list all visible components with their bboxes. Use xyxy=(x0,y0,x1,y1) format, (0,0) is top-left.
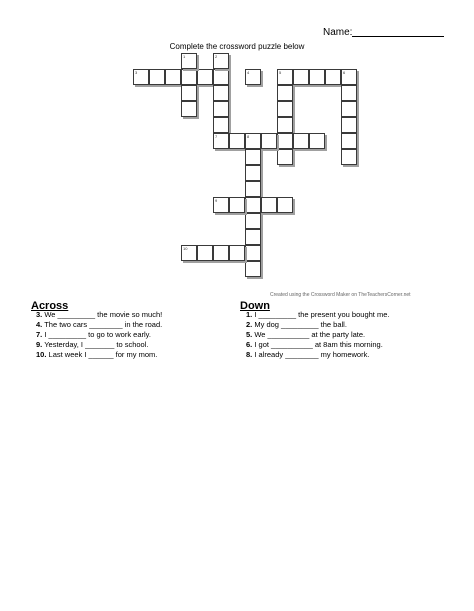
cell-number: 3 xyxy=(135,70,138,75)
grid-cell[interactable] xyxy=(341,85,357,101)
grid-cell[interactable] xyxy=(277,101,293,117)
grid-cell[interactable] xyxy=(341,69,357,85)
cell-number: 2 xyxy=(215,54,218,59)
grid-cell[interactable] xyxy=(277,117,293,133)
clue-text: Yesterday, I _______ to school. xyxy=(44,340,149,349)
grid-cell[interactable] xyxy=(213,101,229,117)
grid-cell[interactable] xyxy=(245,229,261,245)
grid-cell[interactable] xyxy=(277,197,293,213)
clue-text: Last week I ______ for my mom. xyxy=(48,350,158,359)
grid-cell[interactable] xyxy=(181,101,197,117)
down-title: Down xyxy=(240,300,270,312)
clue-across-10 xyxy=(36,350,162,360)
clue-down-2 xyxy=(246,320,389,330)
grid-cell[interactable] xyxy=(277,149,293,165)
clue-text: I _________ the present you bought me. xyxy=(254,310,390,319)
clue-number: 9. xyxy=(36,340,43,349)
grid-cell[interactable] xyxy=(133,69,149,85)
clue-number: 4. xyxy=(36,320,43,329)
clue-text: We __________ at the party late. xyxy=(254,330,366,339)
clue-number: 6. xyxy=(246,340,253,349)
grid-cell[interactable] xyxy=(245,181,261,197)
grid-cell[interactable] xyxy=(213,117,229,133)
grid-cell[interactable] xyxy=(341,133,357,149)
grid-cell[interactable] xyxy=(277,133,293,149)
grid-cell[interactable] xyxy=(309,69,325,85)
grid-cell[interactable] xyxy=(341,117,357,133)
grid-cell[interactable] xyxy=(277,69,293,85)
grid-cell[interactable] xyxy=(341,101,357,117)
cell-number: 7 xyxy=(215,134,218,139)
grid-cell[interactable] xyxy=(229,197,245,213)
clue-down-1 xyxy=(246,310,389,320)
across-title: Across xyxy=(31,300,69,312)
clue-number: 3. xyxy=(36,310,43,319)
grid-cell[interactable] xyxy=(245,133,261,149)
grid-cell[interactable] xyxy=(245,165,261,181)
grid-cell[interactable] xyxy=(197,69,213,85)
clue-across-7 xyxy=(36,330,162,340)
grid-cell[interactable] xyxy=(213,53,229,69)
across-clues xyxy=(36,310,162,360)
grid-cell[interactable] xyxy=(165,69,181,85)
grid-cell[interactable] xyxy=(261,197,277,213)
grid-cell[interactable] xyxy=(341,149,357,165)
grid-cell[interactable] xyxy=(197,245,213,261)
grid-cell[interactable] xyxy=(213,69,229,85)
grid-cell[interactable] xyxy=(181,245,197,261)
down-clues xyxy=(246,310,389,360)
grid-cell[interactable] xyxy=(245,213,261,229)
clue-across-9 xyxy=(36,340,162,350)
grid-cell[interactable] xyxy=(245,149,261,165)
cell-number: 10 xyxy=(183,246,188,251)
grid-cell[interactable] xyxy=(213,85,229,101)
cell-number: 9 xyxy=(215,198,218,203)
clue-down-5 xyxy=(246,330,389,340)
clue-text: My dog _________ the ball. xyxy=(254,320,347,329)
clue-text: I already ________ my homework. xyxy=(254,350,370,359)
grid-cell[interactable] xyxy=(245,197,261,213)
clue-text: The two cars ________ in the road. xyxy=(44,320,163,329)
cell-number: 4 xyxy=(247,70,250,75)
credit-text: Created using the Crossword Maker on TheTeachersCorner.net xyxy=(270,292,411,298)
cell-number: 5 xyxy=(279,70,282,75)
grid-cell[interactable] xyxy=(309,133,325,149)
grid-cell[interactable] xyxy=(293,69,309,85)
clue-text: We _________ the movie so much! xyxy=(44,310,163,319)
grid-cell[interactable] xyxy=(245,261,261,277)
grid-cell[interactable] xyxy=(261,133,277,149)
clue-number: 5. xyxy=(246,330,253,339)
grid-cell[interactable] xyxy=(245,245,261,261)
grid-cell[interactable] xyxy=(229,133,245,149)
grid-cell[interactable] xyxy=(277,85,293,101)
clue-number: 7. xyxy=(36,330,43,339)
clue-number: 8. xyxy=(246,350,253,359)
name-label: Name: xyxy=(323,27,353,38)
clue-number: 2. xyxy=(246,320,253,329)
clue-text: I _________ to go to work early. xyxy=(44,330,151,339)
grid-cell[interactable] xyxy=(181,85,197,101)
grid-cell[interactable] xyxy=(245,69,261,85)
cell-number: 1 xyxy=(183,54,186,59)
clue-down-6 xyxy=(246,340,389,350)
clue-text: I got __________ at 8am this morning. xyxy=(254,340,383,349)
grid-cell[interactable] xyxy=(213,133,229,149)
grid-cell[interactable] xyxy=(325,69,341,85)
clue-across-4 xyxy=(36,320,162,330)
clue-number: 1. xyxy=(246,310,253,319)
crossword-grid xyxy=(0,0,474,290)
grid-cell[interactable] xyxy=(213,245,229,261)
grid-cell[interactable] xyxy=(181,53,197,69)
cell-number: 6 xyxy=(343,70,346,75)
clue-across-3 xyxy=(36,310,162,320)
grid-cell[interactable] xyxy=(149,69,165,85)
cell-number: 8 xyxy=(247,134,250,139)
grid-cell[interactable] xyxy=(213,197,229,213)
clue-down-8 xyxy=(246,350,389,360)
grid-cell[interactable] xyxy=(229,245,245,261)
puzzle-title: Complete the crossword puzzle below xyxy=(169,42,305,51)
clue-number: 10. xyxy=(36,350,47,359)
grid-cell[interactable] xyxy=(293,133,309,149)
grid-cell[interactable] xyxy=(181,69,197,85)
